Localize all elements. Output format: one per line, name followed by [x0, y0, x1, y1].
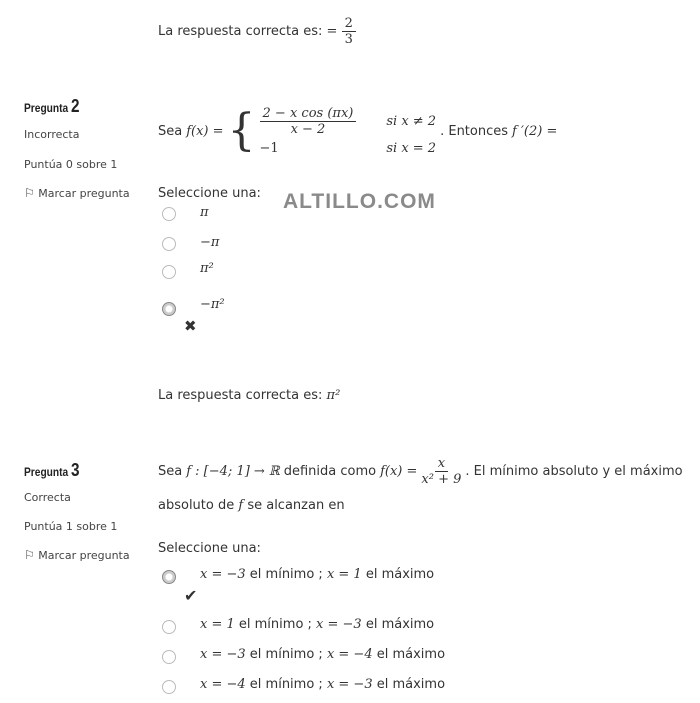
flag-question-button[interactable] — [24, 548, 130, 562]
function-def: f(x) = — [380, 464, 418, 479]
radio-button[interactable] — [162, 265, 176, 279]
radio-button-selected[interactable] — [162, 570, 176, 584]
option-row[interactable] — [162, 680, 176, 694]
select-label: Seleccione una: — [158, 541, 261, 556]
option-label: x = −4 el mínimo ; x = −3 el máximo — [200, 677, 446, 692]
flag-icon: ⚐ — [24, 186, 35, 200]
feedback-value: π² — [326, 388, 341, 403]
radio-button[interactable] — [162, 650, 176, 664]
prompt-line-2 — [158, 498, 345, 513]
derivative: f ′(2) = — [512, 123, 558, 139]
flag-icon: ⚐ — [24, 548, 35, 562]
flag-label: Marcar pregunta — [38, 187, 130, 200]
numerator: x — [435, 456, 448, 472]
feedback-label: La respuesta correcta es: — [158, 24, 323, 39]
case1-numerator: 2 − x cos (πx) — [260, 106, 357, 122]
prompt-text: se alcanzan en — [247, 498, 345, 513]
option-row[interactable] — [162, 265, 176, 279]
radio-button[interactable] — [162, 207, 176, 221]
question-2-title — [24, 96, 80, 117]
equals: = — [326, 24, 338, 39]
prompt-text: Sea — [158, 464, 183, 479]
prompt-text: Sea — [158, 123, 183, 139]
select-label: Seleccione una: — [158, 186, 261, 201]
prompt-text: . El mínimo absoluto y el máximo — [465, 464, 683, 479]
radio-button[interactable] — [162, 680, 176, 694]
question-score: Puntúa 0 sobre 1 — [24, 158, 118, 171]
question-3-title — [24, 460, 80, 481]
denominator: 3 — [344, 32, 353, 47]
question-3-prompt — [158, 456, 683, 487]
case2-condition: si x = 2 — [386, 141, 437, 156]
brace: { — [227, 105, 256, 156]
option-label: π — [200, 205, 209, 220]
function-name: f — [238, 498, 244, 513]
prompt-text: definida como — [283, 464, 377, 479]
radio-button-selected[interactable] — [162, 302, 176, 316]
prompt-text: . Entonces — [440, 123, 509, 139]
flag-question-button[interactable] — [24, 186, 130, 200]
question-label: Pregunta — [24, 465, 69, 479]
option-row[interactable] — [162, 237, 176, 251]
q1-feedback — [158, 16, 356, 47]
function-def: f(x) = — [186, 123, 224, 139]
case1-condition: si x ≠ 2 — [386, 114, 437, 129]
fraction — [342, 16, 356, 47]
question-label: Pregunta — [24, 101, 69, 115]
option-label: x = −3 el mínimo ; x = −4 el máximo — [200, 647, 446, 662]
option-row[interactable] — [162, 207, 176, 221]
option-row[interactable] — [162, 620, 176, 634]
prompt-text: absoluto de — [158, 498, 235, 513]
option-label: x = 1 el mínimo ; x = −3 el máximo — [200, 617, 435, 632]
option-label: π² — [200, 261, 214, 276]
option-label: −π² — [200, 297, 225, 312]
domain: f : [−4; 1] → ℝ — [186, 464, 280, 479]
option-row[interactable] — [162, 570, 176, 584]
case2-value: −1 — [259, 141, 279, 156]
numerator: 2 — [342, 16, 356, 32]
check-icon: ✔ — [184, 586, 198, 605]
radio-button[interactable] — [162, 620, 176, 634]
question-number: 3 — [71, 460, 80, 480]
case1-denominator: x − 2 — [290, 122, 326, 137]
cross-icon: ✖ — [184, 317, 197, 335]
flag-label: Marcar pregunta — [38, 549, 130, 562]
option-label: x = −3 el mínimo ; x = 1 el máximo — [200, 567, 435, 582]
option-label: −π — [200, 235, 220, 250]
question-score: Puntúa 1 sobre 1 — [24, 520, 118, 533]
denominator: x² + 9 — [421, 472, 462, 487]
question-status: Incorrecta — [24, 128, 80, 141]
piecewise — [260, 106, 437, 156]
question-status: Correcta — [24, 491, 71, 504]
radio-button[interactable] — [162, 237, 176, 251]
q2-feedback — [158, 388, 340, 403]
question-2-prompt — [158, 106, 557, 156]
feedback-label: La respuesta correcta es: — [158, 388, 323, 403]
option-row[interactable] — [162, 302, 176, 316]
question-number: 2 — [71, 96, 80, 116]
watermark: ALTILLO.COM — [283, 190, 436, 213]
option-row[interactable] — [162, 650, 176, 664]
